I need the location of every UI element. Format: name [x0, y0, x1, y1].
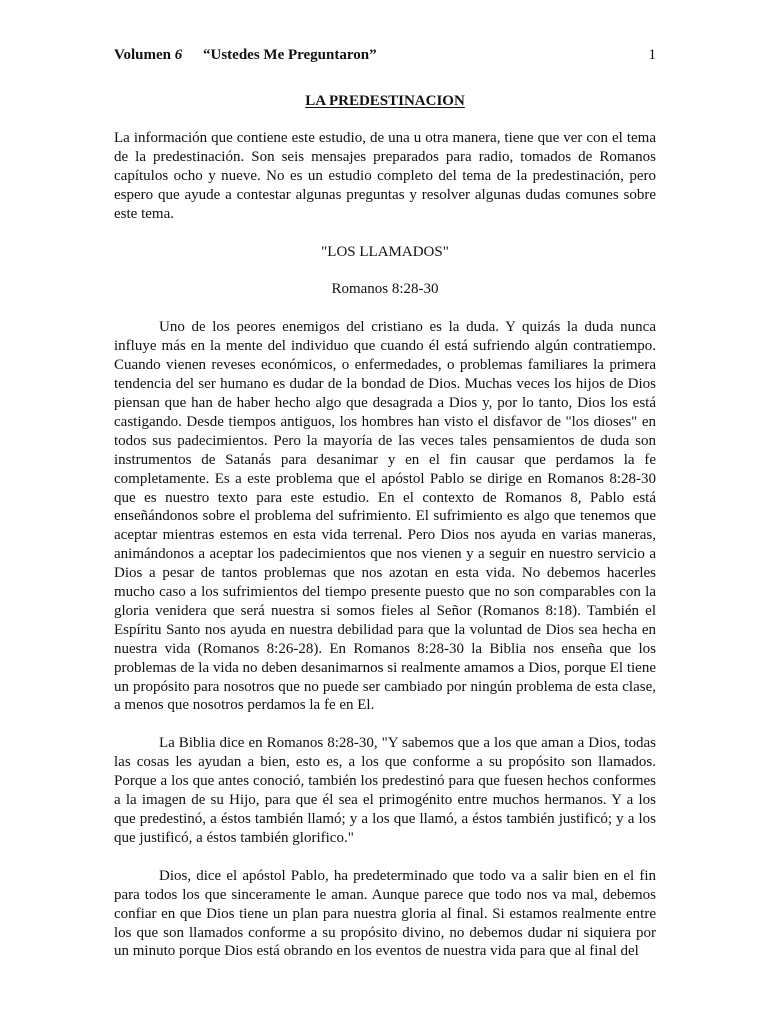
page-number: 1	[648, 47, 656, 63]
document-body	[114, 129, 656, 980]
running-header	[114, 47, 656, 67]
volume-number: 6	[174, 47, 183, 63]
series-title: “Ustedes Me Preguntaron”	[203, 47, 377, 63]
scripture-reference: Romanos 8:28-30	[331, 281, 439, 298]
volume-word: Volumen	[114, 47, 171, 63]
body-paragraph-3: Dios, dice el apóstol Pablo, ha predeterminado que todo va a salir bien en el fin para todos los que sinceramente le aman. Aunque parece que todo nos va mal, debemos confiar en que Dios tiene un plan para nuestra gloria al final. Si estamos realmente entre los que son llamados conforme a su propósito divino, no debemos dudar ni siquiera por un minuto porque Dios está obrando en los eventos de nuestra vida para que al final del	[114, 867, 656, 960]
section-heading: "LOS LLAMADOS"	[321, 243, 449, 260]
body-paragraph-2: La Biblia dice en Romanos 8:28-30, "Y sabemos que a los que aman a Dios, todas las cosas les ayudan a bien, esto es, a los que conforme a su propósito son llamados. Porque a los que antes conoció, también los predestinó para que fuesen hechos conformes a la imagen de su Hijo, para que él sea el primogénito entre muchos hermanos. Y a los que predestinó, a éstos también llamó; y a los que llamó, a éstos también justificó; y a los que justificó, a éstos también glorifico."	[114, 735, 656, 846]
document-title: LA PREDESTINACION	[305, 93, 465, 109]
body-paragraph-1: Uno de los peores enemigos del cristiano es la duda. Y quizás la duda nunca influye más en la mente del individuo que cuando él está sufriendo algún contratiempo. Cuando vienen reveses económicos, o enfermedades, o problemas familiares la primera tendencia del ser humano es dudar de la bondad de Dios. Muchas veces los hijos de Dios piensan que han de haber hecho algo que desagrada a Dios y, por lo tanto, Dios los está castigando. Desde tiempos antiguos, los hombres han visto el disfavor de "los dioses" en todos sus padecimientos. Pero la mayoría de las veces tales pensamientos de duda son instrumentos de Satanás para desanimar y en el fin causar que perdamos la fe completamente. Es a este problema que el apóstol Pablo se dirige en Romanos 8:28-30 que es nuestro texto para este estudio. En el contexto de Romanos 8, Pablo está enseñándonos sobre el problema del sufrimiento. El sufrimiento es algo que tenemos que aceptar mientras estemos en esta vida terrenal. Pero Dios nos ayuda en varias maneras, animándonos a aceptar los padecimientos que nos vienen y a seguir en nuestro servicio a Dios a pesar de tantos problemas que nos azotan en esta vida. No debemos hacerles mucho caso a los sufrimientos del tiempo presente puesto que no son comparables con la gloria venidera que será nuestra si somos fieles al Señor (Romanos 8:18). También el Espíritu Santo nos ayuda en nuestra debilidad para que la voluntad de Dios sea hecha en nuestra vida (Romanos 8:26-28). En Romanos 8:28-30 la Biblia nos enseña que los problemas de la vida no deben desanimarnos si realmente amamos a Dios, porque El tiene un propósito para nosotros que no puede ser cambiado por ningún problema de esta clase, a menos que nosotros perdamos la fe en El.	[114, 319, 656, 714]
volume-label	[114, 47, 182, 64]
intro-paragraph: La información que contiene este estudio, de una u otra manera, tiene que ver con el tema de la predestinación. Son seis mensajes preparados para radio, tomados de Romanos capítulos ocho y nueve. No es un estudio completo del tema de la predestinación, pero espero que ayude a contestar algunas preguntas y resolver algunas dudas comunes sobre este tema.	[114, 130, 656, 222]
document-page	[114, 0, 656, 1024]
